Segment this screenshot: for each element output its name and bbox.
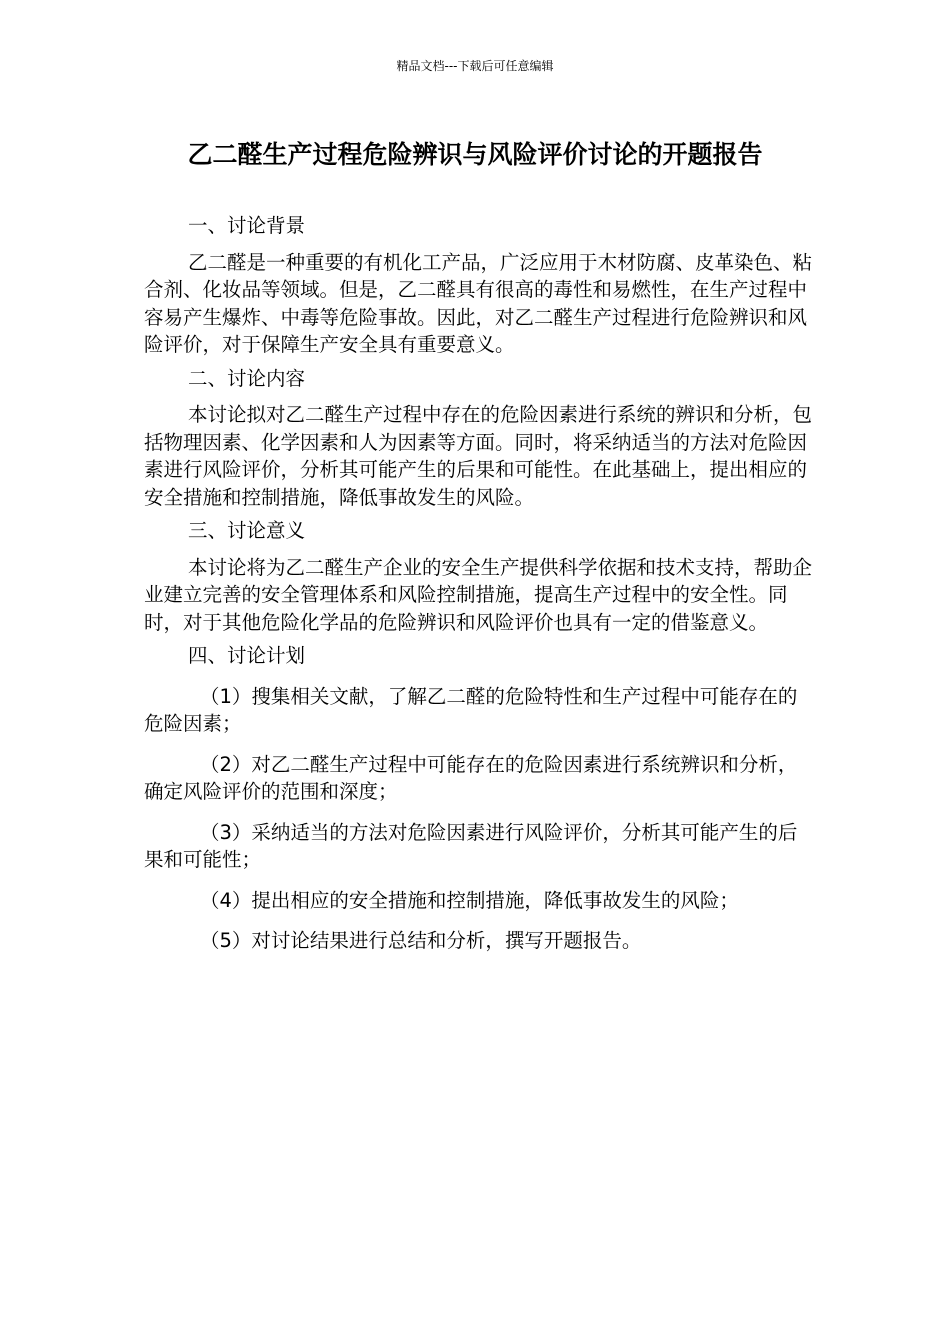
section-paragraph-significance: 本讨论将为乙二醛生产企业的安全生产提供科学依据和技术支持，帮助企业建立完善的安全管理体系和风险控制措施，提高生产过程中的安全性。同时，对于其他危险化学品的危险辨识和风险评价也具有一定的借鉴意义。 [144, 555, 813, 634]
section-paragraph-background: 乙二醛是一种重要的有机化工产品，广泛应用于木材防腐、皮革染色、粘合剂、化妆品等领域。但是，乙二醛具有很高的毒性和易燃性，在生产过程中容易产生爆炸、中毒等危险事故。因此，对乙二醛生产过程进行危险辨识和风险评价，对于保障生产安全具有重要意义。 [144, 250, 813, 356]
header-note: 精品文档---下载后可任意编辑 [396, 59, 554, 73]
section-heading-background: 一、讨论背景 [188, 214, 306, 237]
section-paragraph-content: 本讨论拟对乙二醛生产过程中存在的危险因素进行系统的辨识和分析，包括物理因素、化学因素和人为因素等方面。同时，将采纳适当的方法对危险因素进行风险评价，分析其可能产生的后果和可能性。在此基础上，提出相应的安全措施和控制措施，降低事故发生的风险。 [144, 403, 813, 509]
section-heading-content: 二、讨论内容 [188, 366, 306, 390]
plan-item-5: （5）对讨论结果进行总结和分析，撰写开题报告。 [200, 929, 642, 952]
document-title: 乙二醛生产过程危险辨识与风险评价讨论的开题报告 [187, 140, 763, 169]
plan-item-1: （1）搜集相关文献，了解乙二醛的危险特性和生产过程中可能存在的危险因素； [144, 684, 798, 735]
document-body [144, 212, 816, 955]
plan-item-2: （2）对乙二醛生产过程中可能存在的危险因素进行系统辨识和分析，确定风险评价的范围和深度； [144, 752, 798, 803]
section-heading-significance: 三、讨论意义 [188, 519, 306, 542]
section-heading-plan: 四、讨论计划 [188, 644, 306, 667]
plan-item-4: （4）提出相应的安全措施和控制措施，降低事故发生的风险； [200, 888, 739, 912]
plan-item-3: （3）采纳适当的方法对危险因素进行风险评价，分析其可能产生的后果和可能性； [144, 820, 798, 871]
